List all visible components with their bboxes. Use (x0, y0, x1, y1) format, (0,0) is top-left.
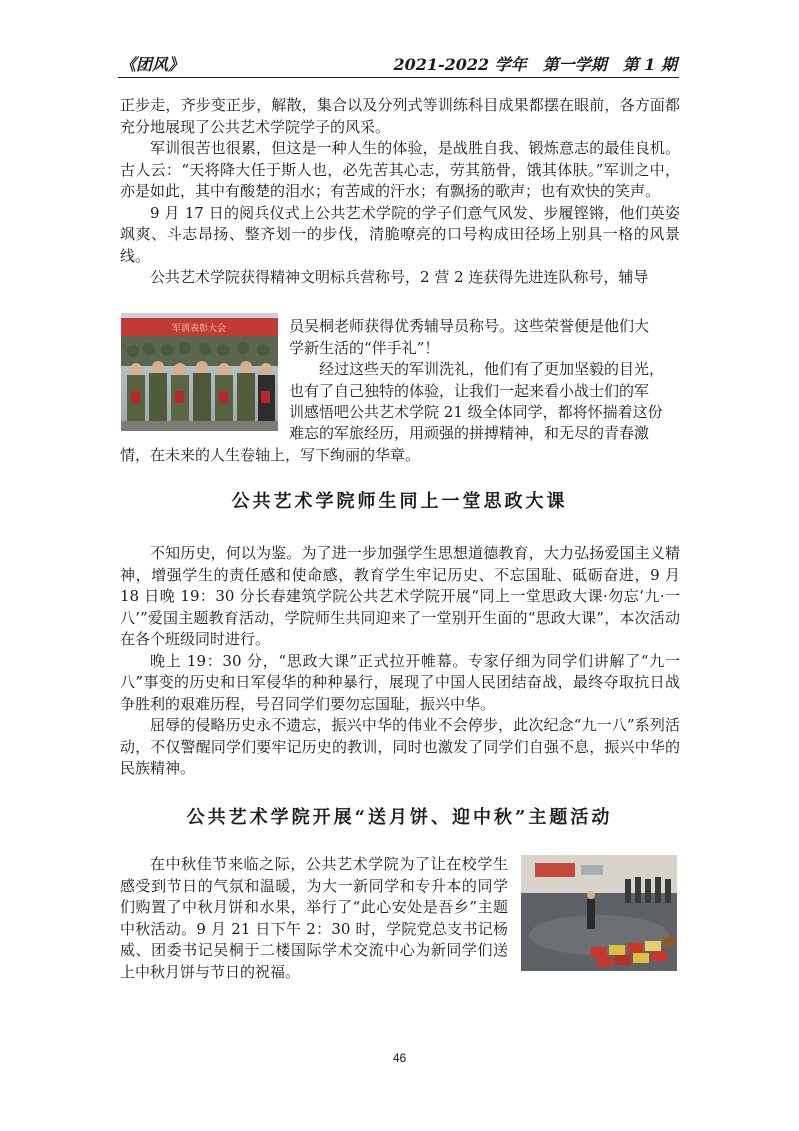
photo-banner-text: 军训表彰大会 (171, 324, 227, 334)
text-line: 难忘的军旅经历，用顽强的拼搏精神，和无尽的青春激 (289, 424, 650, 442)
article2-title: 公共艺术学院师生同上一堂思政大课 (231, 491, 568, 512)
paragraph: 不知历史，何以为鉴。为了进一步加强学生思想道德教育，大力弘扬爱国主义精神，增强学生的责任感和使命感，教育学生牢记历史、不忘国耻、砥砺奋进，9 月 18 日晚 19：30 分长春建筑学院公共艺术学院开展“同上一堂思政大课·勿忘‘九·一八’”爱国主题教育活动，学院师生共同迎来了一堂别开生面的“思政大课”，本次活动在各个班级同时进行。 (120, 544, 680, 648)
article2-body (120, 543, 680, 780)
article1-body-bottom (120, 423, 680, 466)
page-number: 46 (392, 1051, 407, 1065)
text-line: 训感悟吧公共艺术学院 21 级全体同学，都将怀揣着这份 (289, 403, 663, 421)
text-line: 员吴桐老师获得优秀辅导员称号。这些荣誉便是他们大 (289, 317, 650, 335)
paragraph: 屈辱的侵略历史永不遗忘，振兴中华的伟业不会停步，此次纪念“九一八”系列活动，不仅警醒同学们要牢记历史的教训，同时也激发了同学们自强不息，振兴中华的民族精神。 (120, 716, 680, 777)
article1-body-top (120, 95, 680, 289)
text-line: 也有了自己独特的体验，让我们一起来看小战士们的军 (289, 381, 650, 400)
paragraph: 在中秋佳节来临之际，公共艺术学院为了让在校学生感受到节日的气氛和温暖，为大一新同学和专升本的同学们购置了中秋月饼和水果，举行了“此心安处是吾乡”主题中秋活动。9 月 21 日下午 2：30 时，学院党总支书记杨威、团委书记吴桐于二楼国际学术交流中心为新同学们送上中秋月饼与节日的祝福。 (120, 855, 508, 981)
text-line: 经过这些天的军训洗礼，他们有了更加坚毅的目光， (319, 360, 665, 378)
paragraph: 公共艺术学院获得精神文明标兵营称号，2 营 2 连获得先进连队称号，辅导 (150, 268, 649, 286)
paragraph: 晚上 19：30 分，“思政大课”正式拉开帷幕。专家仔细为同学们讲解了“九一八”事变的历史和日军侵华的种种暴行，展现了中国人民团结奋战，最终夺取抗日战争胜利的艰难历程，号召同学们要勿忘国耻，振兴中华。 (120, 651, 680, 713)
issue-info: 2021-2022 学年 第一学期 第 1 期 (393, 55, 677, 74)
article1-body-side (289, 316, 681, 424)
paragraph: 军训很苦也很累，但这是一种人生的体验，是战胜自我、锻炼意志的最佳良机。古人云：“天将降大任于斯人也，必先苦其心志，劳其筋骨，饿其体肤。”军训之中，亦是如此，其中有酸楚的泪水；有苦咸的汗水；有飘扬的歌声；也有欢快的笑声。 (120, 139, 680, 200)
header-divider (118, 77, 679, 78)
text-line: 情，在未来的人生卷轴上，写下绚丽的华章。 (120, 445, 421, 464)
text-line: 学新生活的“伴手礼”！ (289, 338, 440, 357)
mid-autumn-event-photo (521, 855, 677, 971)
paragraph: 正步走，齐步变正步，解散，集合以及分列式等训练科目成果都摆在眼前，各方面都充分地展现了公共艺术学院学子的风采。 (120, 96, 680, 136)
article3-title: 公共艺术学院开展“送月饼、迎中秋”主题活动 (186, 807, 613, 828)
article3-body (120, 854, 508, 983)
paragraph: 9 月 17 日的阅兵仪式上公共艺术学院的学子们意气风发、步履铿锵，他们英姿飒爽、斗志昂扬、整齐划一的步伐，清脆嘹亮的口号构成田径场上别具一格的风景线。 (120, 203, 680, 265)
journal-title: 《团风》 (120, 55, 185, 74)
military-training-photo (121, 313, 278, 431)
